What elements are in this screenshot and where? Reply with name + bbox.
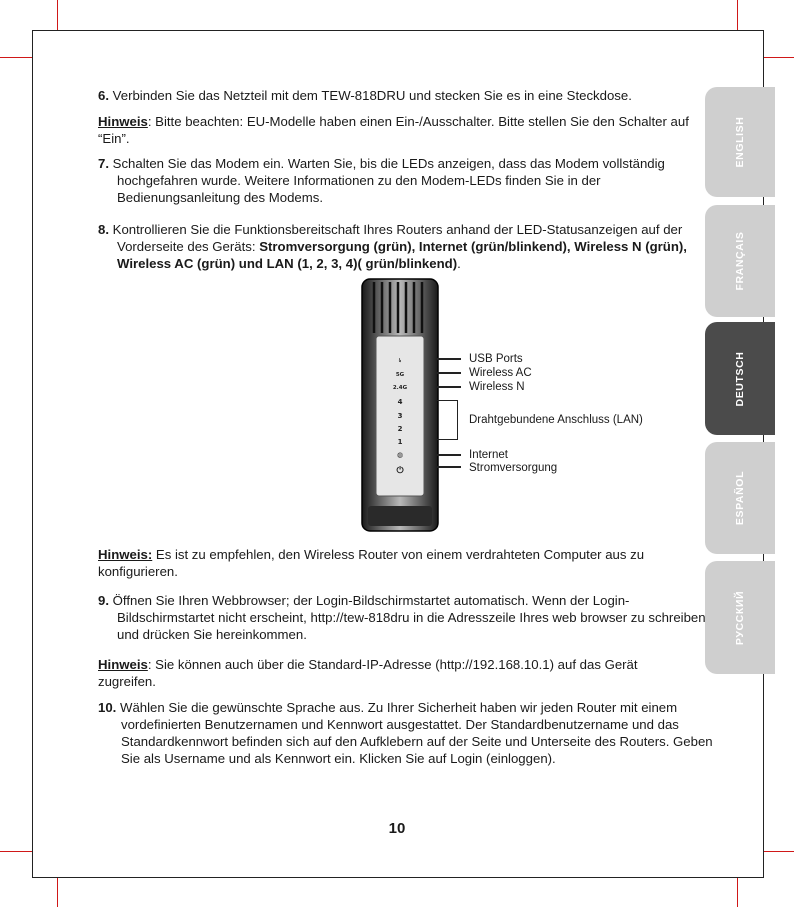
tab-deutsch[interactable] [705,322,775,435]
step-number: 6. [98,88,109,103]
tab-label: ENGLISH [734,116,746,168]
note-eu-switch [98,113,690,147]
power-icon: ⏻ [396,466,404,476]
label-lan: Drahtgebundene Anschluss (LAN) [469,414,643,426]
tab-label: ESPAÑOL [734,470,746,526]
step-7 [98,155,709,206]
step-text: Öffnen Sie Ihren Webbrowser; der Login-Bildschirmstartet automatisch. Wenn der Login-Bildschirmstartet nicht erscheint, http://tew-818dru in die Adresszeile Ihres web browser zu schreiben und drücken Sie hereinkommen. [112,593,706,642]
lan3-led-label: 3 [397,412,403,420]
crop-mark [57,0,58,30]
callout-line [437,358,461,360]
note-wired-computer [98,546,690,580]
router-diagram [360,278,440,533]
step-text: Verbinden Sie das Netzteil mit dem TEW-818DRU und stecken Sie es in eine Steckdose. [112,88,632,103]
internet-icon: ◍ [396,451,404,459]
step-number: 9. [98,593,109,608]
step-text: Kontrollieren Sie die Funktionsbereitschaft Ihres Routers anhand der LED-Statusanzeigen auf der Vorderseite des Geräts: [112,222,683,254]
led-status-list: Stromversorgung (grün), Internet (grün/blinkend), Wireless N (grün), Wireless AC (grün) und LAN (1, 2, 3, 4)( grün/blinkend) [117,239,687,271]
wireless-ac-led-label: 5G [395,372,405,378]
callout-line [437,386,461,388]
crop-mark [0,851,32,852]
tab-english[interactable] [705,87,775,197]
lan2-led-label: 2 [397,425,403,433]
label-internet: Internet [469,449,508,461]
note-label: Hinweis [98,114,148,129]
label-wireless-n: Wireless N [469,381,525,393]
router-base [368,506,432,526]
note-text: : Bitte beachten: EU-Modelle haben einen Ein-/Ausschalter. Bitte stellen Sie den Schalter auf “Ein”. [98,114,689,146]
step-text: Wählen Sie die gewünschte Sprache aus. Zu Ihrer Sicherheit haben wir jeden Router mit einem vordefinierten Benutzernamen und Kennwort ausgestattet. Der Standardbenutzername und das Standardkennwort befinden sich auf den Aufklebern auf der Seite und Unterseite des Routers. Geben Sie als Username und als Kennwort ein. Klicken Sie auf Login (einloggen). [120,700,713,766]
callout-line [437,454,461,456]
tab-russian[interactable] [705,561,775,674]
crop-mark [737,0,738,30]
crop-mark [764,57,794,58]
crop-mark [0,57,32,58]
note-label: Hinweis: [98,547,153,562]
crop-mark [764,851,794,852]
tab-label: РУССКИЙ [734,590,746,645]
step-text: Schalten Sie das Modem ein. Warten Sie, bis die LEDs anzeigen, dass das Modem vollständig hochgefahren wurde. Weitere Informationen zu den Modem-LEDs finden Sie in der Bedienungsanleitung des Modems. [112,156,665,205]
callout-line [437,372,461,374]
tab-label: FRANÇAIS [734,231,746,291]
tab-francais[interactable] [705,205,775,317]
usb-icon: ⭏ [398,356,402,364]
router-vents [374,282,422,333]
lan-bracket [437,400,458,440]
lan4-led-label: 4 [397,398,403,406]
note-text: Es ist zu empfehlen, den Wireless Router von einem verdrahteten Computer aus zu konfigurieren. [98,547,645,579]
step-number: 10. [98,700,117,715]
step-number: 8. [98,222,109,237]
crop-mark [737,878,738,907]
step-number: 7. [98,156,109,171]
note-ip-address [98,656,690,690]
crop-mark [57,878,58,907]
callout-line [437,466,461,468]
label-wireless-ac: Wireless AC [469,367,532,379]
step-text-end: . [457,256,461,271]
tab-label: DEUTSCH [734,351,746,406]
step-8 [98,221,709,272]
lan1-led-label: 1 [397,438,403,446]
step-6 [98,87,709,104]
tab-espanol[interactable] [705,442,775,554]
note-text: : Sie können auch über die Standard-IP-Adresse (http://192.168.10.1) auf das Gerät zugreifen. [98,657,638,689]
label-usb-ports: USB Ports [469,353,523,365]
step-10 [98,699,713,767]
label-power: Stromversorgung [469,462,558,474]
step-9 [98,592,709,643]
page-number: 10 [388,820,406,837]
note-label: Hinweis [98,657,148,672]
wireless-n-led-label: 2.4G [392,385,408,391]
